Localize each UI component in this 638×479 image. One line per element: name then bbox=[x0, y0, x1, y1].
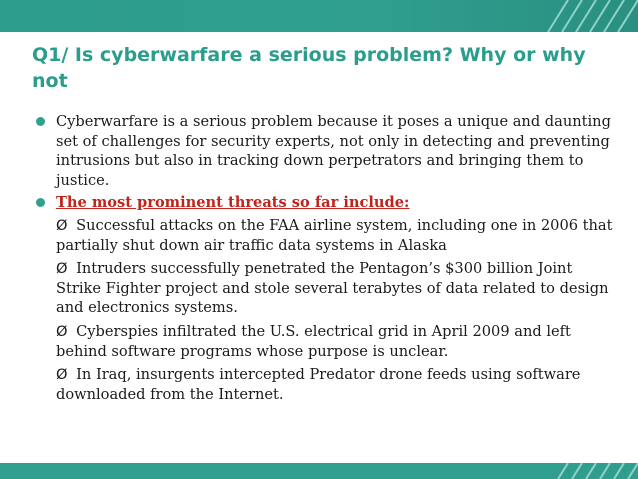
sub-bullet-item bbox=[36, 365, 616, 404]
sub-bullet-text: Cyberspies infiltrated the U.S. electrical grid in April 2009 and left behind software programs whose purpose is unclear. bbox=[56, 322, 571, 360]
bullet-dot-icon bbox=[36, 198, 45, 207]
bullet-text: Cyberwarfare is a serious problem because it poses a unique and daunting set of challenges for security experts, not only in detecting and preventing intrusions but also in tracking down perpetrators and bringing them to justice. bbox=[56, 113, 611, 189]
bullet-dot-icon bbox=[36, 117, 45, 126]
sub-bullet-text: Successful attacks on the FAA airline system, including one in 2006 that partially shut down air traffic data systems in Alaska bbox=[56, 216, 613, 254]
bullet-text-highlighted: The most prominent threats so far include: bbox=[56, 194, 410, 212]
arrow-marker-icon: Ø bbox=[56, 366, 68, 384]
bottom-stripes-decoration bbox=[548, 463, 638, 479]
bullet-item bbox=[36, 112, 616, 190]
sub-bullet-item bbox=[36, 259, 616, 318]
slide-title: Q1/ Is cyberwarfare a serious problem? Why or why not bbox=[32, 44, 586, 92]
bottom-decorative-bar bbox=[0, 463, 638, 479]
sub-bullet-text: In Iraq, insurgents intercepted Predator drone feeds using software downloaded from the Internet. bbox=[56, 366, 581, 403]
arrow-marker-icon: Ø bbox=[56, 322, 68, 340]
sub-bullet-item bbox=[36, 322, 616, 361]
top-stripes-decoration bbox=[528, 0, 638, 32]
sub-bullet-text: Intruders successfully penetrated the Pentagon’s $300 billion Joint Strike Fighter project and stole several terabytes of data related to design and electronics systems. bbox=[56, 260, 609, 317]
sub-bullet-item bbox=[36, 216, 616, 255]
arrow-marker-icon: Ø bbox=[56, 260, 68, 278]
slide-content bbox=[36, 112, 616, 408]
arrow-marker-icon: Ø bbox=[56, 216, 68, 234]
bullet-item bbox=[36, 193, 616, 213]
